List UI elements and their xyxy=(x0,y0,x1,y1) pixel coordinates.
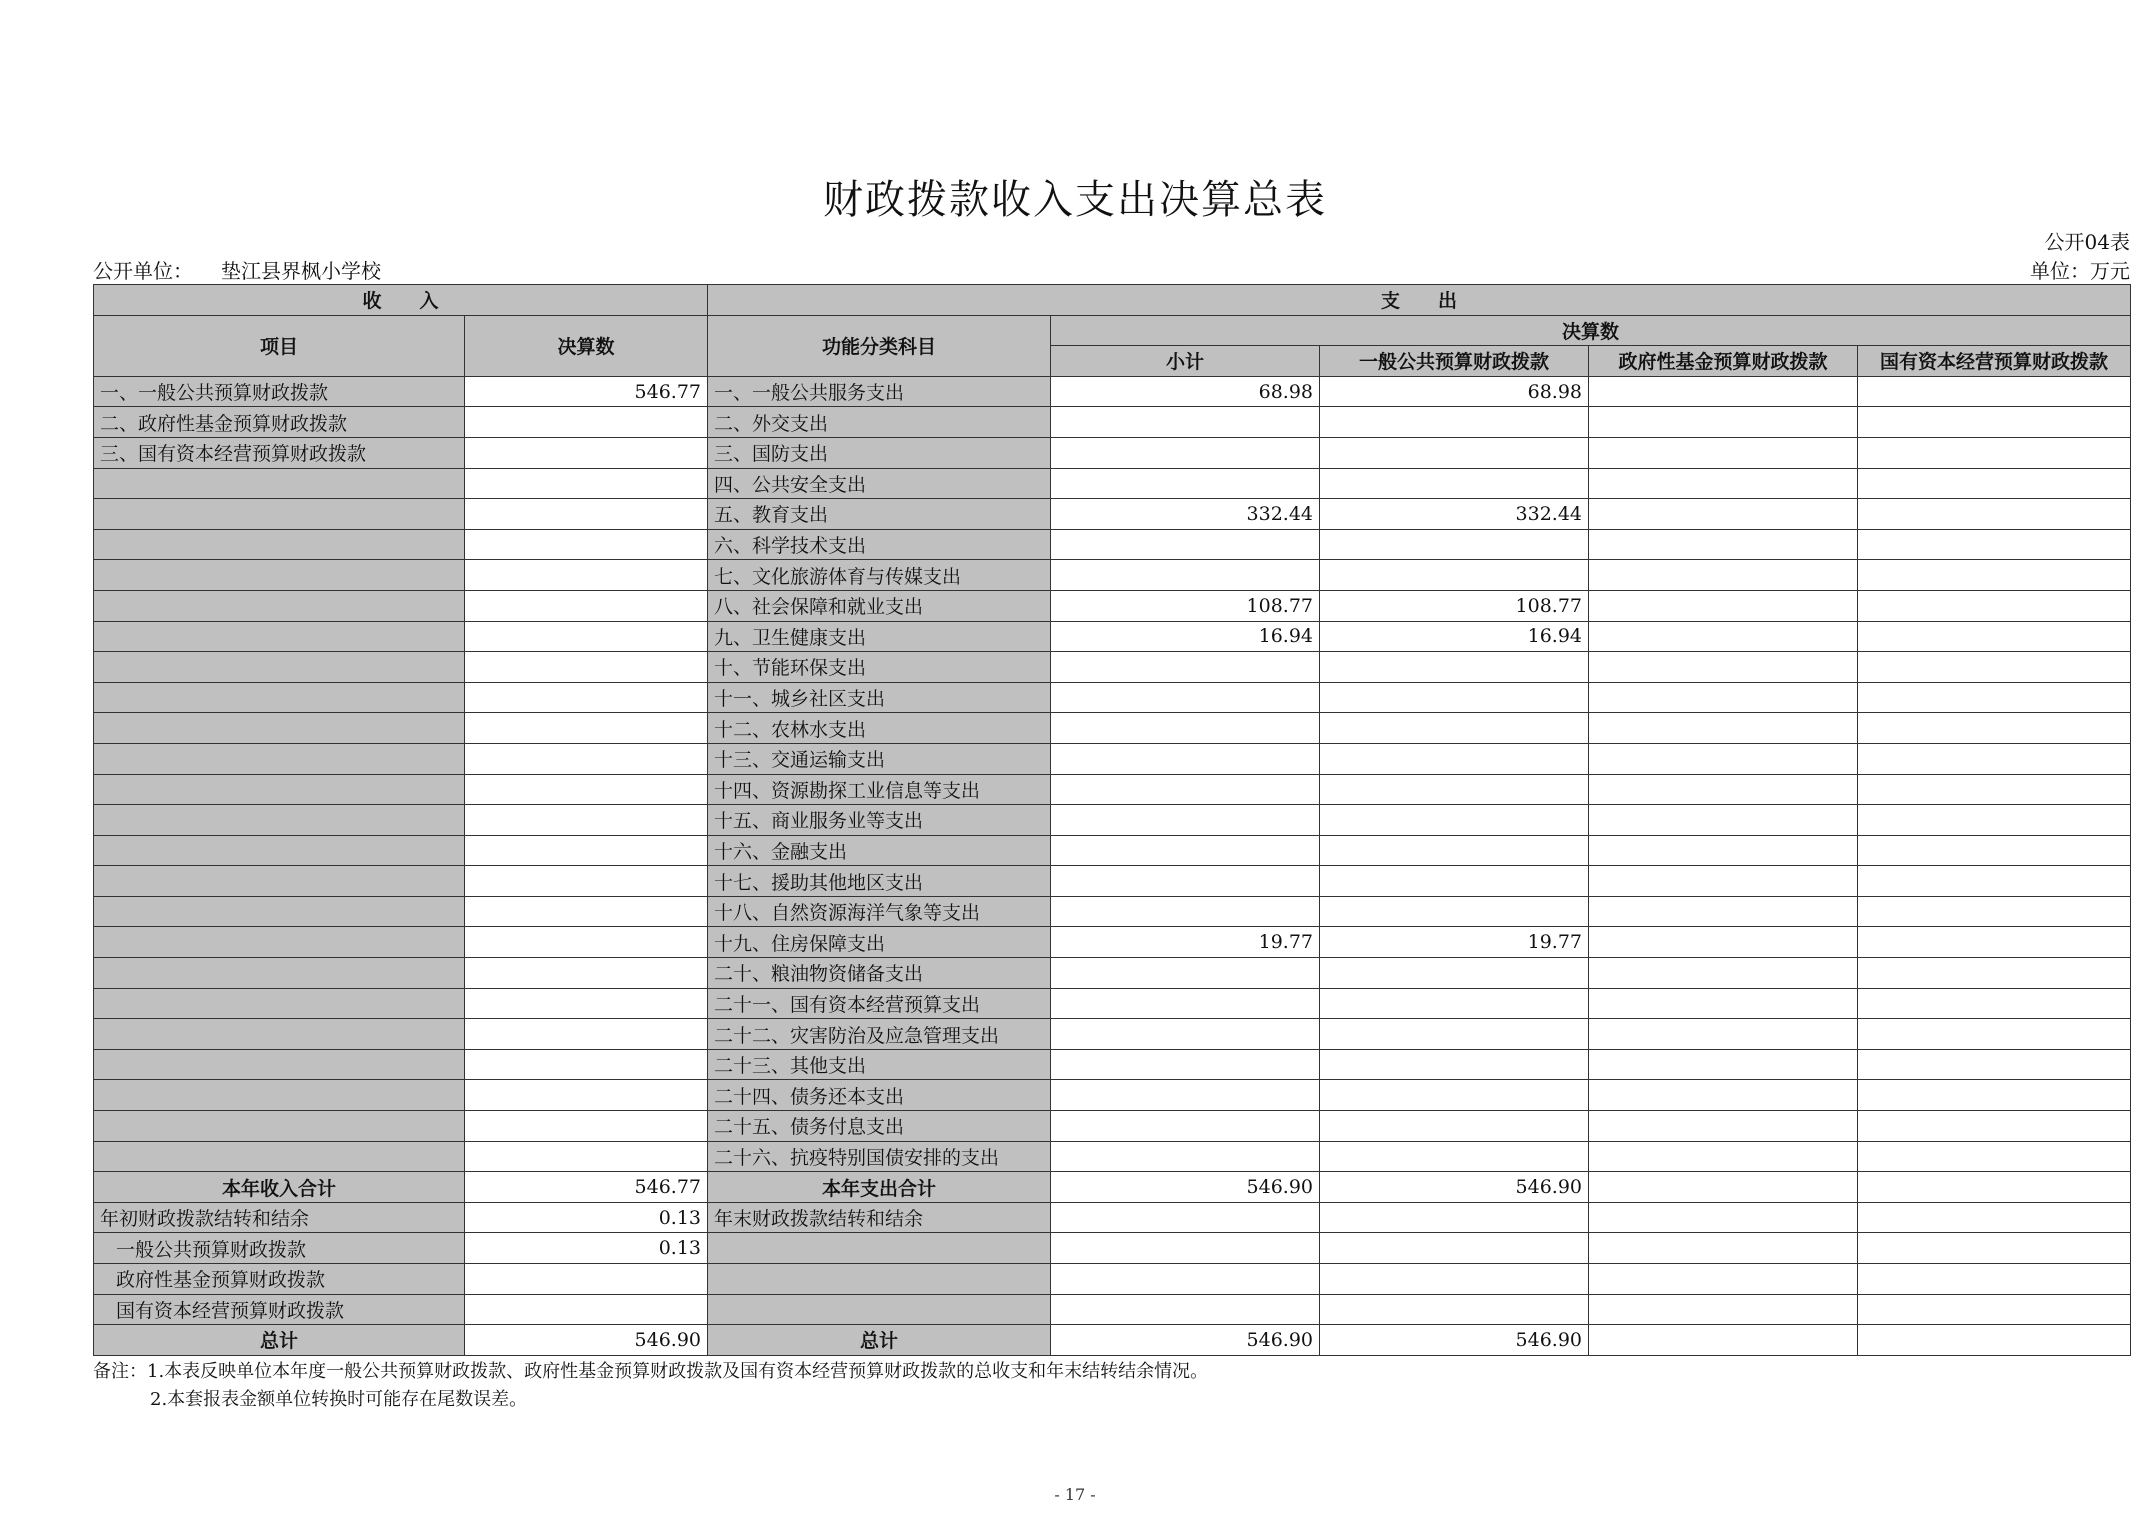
table-row xyxy=(94,866,2131,897)
carry-func-cell xyxy=(708,1233,1051,1264)
table-row xyxy=(94,682,2131,713)
func-category-cell: 七、文化旅游体育与传媒支出 xyxy=(708,560,1051,591)
subtotal-cell xyxy=(1051,682,1320,713)
income-item-cell xyxy=(94,866,465,897)
state-capital-cell xyxy=(1858,1264,2131,1295)
table-row xyxy=(94,774,2131,805)
state-capital-cell xyxy=(1858,1294,2131,1325)
general-budget-cell xyxy=(1320,1080,1589,1111)
general-budget-cell xyxy=(1320,407,1589,438)
grand-total-row xyxy=(94,1325,2131,1356)
table-row xyxy=(94,805,2131,836)
gov-fund-header: 政府性基金预算财政拨款 xyxy=(1589,346,1858,377)
carry-row xyxy=(94,1202,2131,1233)
func-category-cell: 六、科学技术支出 xyxy=(708,529,1051,560)
page-number: - 17 - xyxy=(1054,1485,1096,1504)
gov-fund-cell xyxy=(1589,376,1858,407)
income-amount-cell xyxy=(465,896,708,927)
income-item-cell xyxy=(94,988,465,1019)
carry-func-cell: 年末财政拨款结转和结余 xyxy=(708,1202,1051,1233)
func-category-cell: 一、一般公共服务支出 xyxy=(708,376,1051,407)
state-capital-cell xyxy=(1858,743,2131,774)
func-category-cell: 二、外交支出 xyxy=(708,407,1051,438)
func-category-cell: 九、卫生健康支出 xyxy=(708,621,1051,652)
income-item-cell xyxy=(94,621,465,652)
gov-fund-cell xyxy=(1589,1325,1858,1356)
table-row xyxy=(94,743,2131,774)
general-budget-cell: 546.90 xyxy=(1320,1325,1589,1356)
subtotal-cell xyxy=(1051,958,1320,989)
money-unit: 单位：万元 xyxy=(2030,259,2130,283)
table-row xyxy=(94,1019,2131,1050)
income-item-cell xyxy=(94,468,465,499)
carry-income-amount: 0.13 xyxy=(465,1233,708,1264)
gov-fund-cell xyxy=(1589,743,1858,774)
general-budget-cell xyxy=(1320,1233,1589,1264)
gov-fund-cell xyxy=(1589,1141,1858,1172)
carry-row xyxy=(94,1294,2131,1325)
func-category-cell: 二十三、其他支出 xyxy=(708,1049,1051,1080)
state-capital-cell xyxy=(1858,437,2131,468)
form-number: 公开04表 xyxy=(2044,230,2130,254)
income-item-cell xyxy=(94,529,465,560)
state-capital-cell xyxy=(1858,988,2131,1019)
subtotal-cell xyxy=(1051,1019,1320,1050)
carry-row xyxy=(94,1264,2131,1295)
gov-fund-cell xyxy=(1589,499,1858,530)
gov-fund-cell xyxy=(1589,1202,1858,1233)
gov-fund-cell xyxy=(1589,896,1858,927)
reporting-unit xyxy=(93,255,381,284)
subtotal-cell xyxy=(1051,774,1320,805)
gov-fund-cell xyxy=(1589,560,1858,591)
general-budget-cell: 68.98 xyxy=(1320,376,1589,407)
state-capital-cell xyxy=(1858,866,2131,897)
income-amount-cell xyxy=(465,805,708,836)
subtotal-cell xyxy=(1051,529,1320,560)
income-amount-cell xyxy=(465,468,708,499)
general-budget-cell: 546.90 xyxy=(1320,1172,1589,1203)
subtotal-cell xyxy=(1051,560,1320,591)
func-category-cell: 二十四、债务还本支出 xyxy=(708,1080,1051,1111)
subtotal-cell xyxy=(1051,713,1320,744)
state-capital-cell xyxy=(1858,529,2131,560)
subtotal-cell xyxy=(1051,866,1320,897)
table-row xyxy=(94,988,2131,1019)
income-item-cell xyxy=(94,927,465,958)
state-capital-cell xyxy=(1858,958,2131,989)
general-budget-cell xyxy=(1320,835,1589,866)
general-budget-cell: 332.44 xyxy=(1320,499,1589,530)
state-capital-cell xyxy=(1858,499,2131,530)
func-category-cell: 十四、资源勘探工业信息等支出 xyxy=(708,774,1051,805)
subtotal-cell xyxy=(1051,1111,1320,1142)
subtotal-cell: 332.44 xyxy=(1051,499,1320,530)
grand-expense-total-label: 总计 xyxy=(708,1325,1051,1356)
income-amount-cell xyxy=(465,835,708,866)
subtotal-cell xyxy=(1051,1141,1320,1172)
func-category-cell: 十、节能环保支出 xyxy=(708,652,1051,683)
gov-fund-cell xyxy=(1589,713,1858,744)
subtotal-cell: 19.77 xyxy=(1051,927,1320,958)
income-amount-cell xyxy=(465,743,708,774)
year-income-total-amount: 546.77 xyxy=(465,1172,708,1203)
state-capital-header: 国有资本经营预算财政拨款 xyxy=(1858,346,2131,377)
subtotal-cell xyxy=(1051,468,1320,499)
state-capital-cell xyxy=(1858,927,2131,958)
subtotal-cell: 546.90 xyxy=(1051,1172,1320,1203)
general-budget-cell xyxy=(1320,1019,1589,1050)
state-capital-cell xyxy=(1858,1080,2131,1111)
income-amount-cell xyxy=(465,1080,708,1111)
subtotal-cell: 546.90 xyxy=(1051,1325,1320,1356)
general-budget-cell: 16.94 xyxy=(1320,621,1589,652)
func-category-cell: 十一、城乡社区支出 xyxy=(708,682,1051,713)
state-capital-cell xyxy=(1858,682,2131,713)
table-row xyxy=(94,1049,2131,1080)
table-row xyxy=(94,1080,2131,1111)
income-item-cell xyxy=(94,958,465,989)
item-header: 项目 xyxy=(94,315,465,376)
final-header: 决算数 xyxy=(1051,315,2131,346)
income-item-cell xyxy=(94,1111,465,1142)
income-item-cell xyxy=(94,1080,465,1111)
table-row xyxy=(94,376,2131,407)
subtotal-cell xyxy=(1051,1080,1320,1111)
func-category-cell: 四、公共安全支出 xyxy=(708,468,1051,499)
income-amount-cell xyxy=(465,988,708,1019)
gov-fund-cell xyxy=(1589,1172,1858,1203)
state-capital-cell xyxy=(1858,1111,2131,1142)
fiscal-summary-table xyxy=(93,284,2131,1356)
expense-header: 支 出 xyxy=(708,285,2131,316)
income-amount-cell xyxy=(465,652,708,683)
reporting-unit-label: 公开单位： xyxy=(93,259,193,283)
subtotal-cell xyxy=(1051,896,1320,927)
gov-fund-cell xyxy=(1589,774,1858,805)
income-amount-cell xyxy=(465,713,708,744)
general-budget-cell xyxy=(1320,1202,1589,1233)
gov-fund-cell xyxy=(1589,1294,1858,1325)
state-capital-cell xyxy=(1858,468,2131,499)
subtotal-cell xyxy=(1051,1294,1320,1325)
carry-income-amount xyxy=(465,1294,708,1325)
income-amount-cell xyxy=(465,529,708,560)
year-total-row xyxy=(94,1172,2131,1203)
table-row xyxy=(94,621,2131,652)
general-budget-cell xyxy=(1320,1294,1589,1325)
income-amount-cell xyxy=(465,1049,708,1080)
general-budget-cell: 108.77 xyxy=(1320,590,1589,621)
income-item-cell xyxy=(94,590,465,621)
subtotal-cell xyxy=(1051,437,1320,468)
general-budget-cell xyxy=(1320,713,1589,744)
income-item-cell xyxy=(94,896,465,927)
income-item-cell xyxy=(94,652,465,683)
gov-fund-cell xyxy=(1589,805,1858,836)
carry-income-amount xyxy=(465,1264,708,1295)
gov-fund-cell xyxy=(1589,652,1858,683)
general-budget-cell xyxy=(1320,958,1589,989)
income-item-cell: 二、政府性基金预算财政拨款 xyxy=(94,407,465,438)
year-expense-total-label: 本年支出合计 xyxy=(708,1172,1051,1203)
income-amount-cell xyxy=(465,499,708,530)
income-amount-cell xyxy=(465,682,708,713)
income-item-cell xyxy=(94,499,465,530)
state-capital-cell xyxy=(1858,1049,2131,1080)
income-item-cell xyxy=(94,835,465,866)
general-budget-cell xyxy=(1320,468,1589,499)
grand-income-total-amount: 546.90 xyxy=(465,1325,708,1356)
gov-fund-cell xyxy=(1589,835,1858,866)
table-row xyxy=(94,437,2131,468)
general-budget-cell xyxy=(1320,1049,1589,1080)
income-amount-cell xyxy=(465,407,708,438)
table-row xyxy=(94,1111,2131,1142)
subtotal-cell xyxy=(1051,988,1320,1019)
state-capital-cell xyxy=(1858,835,2131,866)
state-capital-cell xyxy=(1858,1202,2131,1233)
subtotal-cell xyxy=(1051,805,1320,836)
table-row xyxy=(94,958,2131,989)
income-amount-cell xyxy=(465,621,708,652)
income-item-cell xyxy=(94,713,465,744)
state-capital-cell xyxy=(1858,1141,2131,1172)
state-capital-cell xyxy=(1858,1233,2131,1264)
general-budget-cell xyxy=(1320,437,1589,468)
general-budget-cell xyxy=(1320,682,1589,713)
income-item-cell xyxy=(94,1019,465,1050)
carry-income-item: 一般公共预算财政拨款 xyxy=(94,1233,465,1264)
table-row xyxy=(94,407,2131,438)
carry-func-cell xyxy=(708,1264,1051,1295)
income-amount-cell xyxy=(465,958,708,989)
func-category-cell: 二十五、债务付息支出 xyxy=(708,1111,1051,1142)
income-amount-cell xyxy=(465,866,708,897)
income-amount-cell xyxy=(465,1111,708,1142)
gov-fund-cell xyxy=(1589,1049,1858,1080)
table-row xyxy=(94,835,2131,866)
general-budget-cell xyxy=(1320,743,1589,774)
subtotal-cell xyxy=(1051,835,1320,866)
page-title: 财政拨款收入支出决算总表 xyxy=(823,177,1327,223)
general-budget-cell xyxy=(1320,774,1589,805)
state-capital-cell xyxy=(1858,1172,2131,1203)
income-item-cell xyxy=(94,1049,465,1080)
income-item-cell xyxy=(94,1141,465,1172)
gov-fund-cell xyxy=(1589,437,1858,468)
state-capital-cell xyxy=(1858,560,2131,591)
func-category-cell: 十六、金融支出 xyxy=(708,835,1051,866)
gov-fund-cell xyxy=(1589,1264,1858,1295)
gov-fund-cell xyxy=(1589,866,1858,897)
gov-fund-cell xyxy=(1589,1019,1858,1050)
header-row-1 xyxy=(94,285,2131,316)
subtotal-cell xyxy=(1051,1049,1320,1080)
subtotal-cell xyxy=(1051,652,1320,683)
carry-income-amount: 0.13 xyxy=(465,1202,708,1233)
income-item-cell xyxy=(94,743,465,774)
table-row xyxy=(94,499,2131,530)
state-capital-cell xyxy=(1858,896,2131,927)
func-category-cell: 十二、农林水支出 xyxy=(708,713,1051,744)
income-amount-cell xyxy=(465,927,708,958)
state-capital-cell xyxy=(1858,774,2131,805)
general-budget-cell xyxy=(1320,1141,1589,1172)
table-row xyxy=(94,713,2131,744)
reporting-unit-name: 垫江县界枫小学校 xyxy=(221,259,381,283)
income-amount-cell xyxy=(465,590,708,621)
gov-fund-cell xyxy=(1589,988,1858,1019)
subtotal-cell xyxy=(1051,743,1320,774)
general-budget-cell xyxy=(1320,896,1589,927)
income-item-cell: 三、国有资本经营预算财政拨款 xyxy=(94,437,465,468)
state-capital-cell xyxy=(1858,590,2131,621)
general-budget-cell xyxy=(1320,988,1589,1019)
func-category-cell: 十九、住房保障支出 xyxy=(708,927,1051,958)
general-budget-cell xyxy=(1320,529,1589,560)
carry-income-item: 国有资本经营预算财政拨款 xyxy=(94,1294,465,1325)
table-row xyxy=(94,927,2131,958)
subtotal-cell xyxy=(1051,1233,1320,1264)
gov-fund-cell xyxy=(1589,1080,1858,1111)
general-budget-cell xyxy=(1320,560,1589,591)
state-capital-cell xyxy=(1858,805,2131,836)
amount-header: 决算数 xyxy=(465,315,708,376)
gov-fund-cell xyxy=(1589,529,1858,560)
func-category-cell: 十五、商业服务业等支出 xyxy=(708,805,1051,836)
state-capital-cell xyxy=(1858,713,2131,744)
state-capital-cell xyxy=(1858,1325,2131,1356)
state-capital-cell xyxy=(1858,407,2131,438)
subtotal-header: 小计 xyxy=(1051,346,1320,377)
gov-fund-cell xyxy=(1589,1233,1858,1264)
general-budget-cell xyxy=(1320,1264,1589,1295)
table-row xyxy=(94,529,2131,560)
general-budget-cell xyxy=(1320,866,1589,897)
header-row-2 xyxy=(94,315,2131,346)
general-budget-cell xyxy=(1320,652,1589,683)
func-category-cell: 二十二、灾害防治及应急管理支出 xyxy=(708,1019,1051,1050)
note-1: 备注：1.本表反映单位本年度一般公共预算财政拨款、政府性基金预算财政拨款及国有资本经营预算财政拨款的总收支和年末结转结余情况。 xyxy=(93,1361,1209,1382)
carry-func-cell xyxy=(708,1294,1051,1325)
grand-income-total-label: 总计 xyxy=(94,1325,465,1356)
func-category-cell: 二十、粮油物资储备支出 xyxy=(708,958,1051,989)
income-amount-cell xyxy=(465,774,708,805)
income-item-cell xyxy=(94,774,465,805)
carry-row xyxy=(94,1233,2131,1264)
income-amount-cell xyxy=(465,437,708,468)
func-category-cell: 五、教育支出 xyxy=(708,499,1051,530)
table-row xyxy=(94,896,2131,927)
func-category-cell: 十三、交通运输支出 xyxy=(708,743,1051,774)
func-category-cell: 二十一、国有资本经营预算支出 xyxy=(708,988,1051,1019)
carry-income-item: 政府性基金预算财政拨款 xyxy=(94,1264,465,1295)
income-amount-cell: 546.77 xyxy=(465,376,708,407)
subtotal-cell xyxy=(1051,407,1320,438)
state-capital-cell xyxy=(1858,652,2131,683)
gov-fund-cell xyxy=(1589,621,1858,652)
state-capital-cell xyxy=(1858,621,2131,652)
func-category-cell: 二十六、抗疫特别国债安排的支出 xyxy=(708,1141,1051,1172)
general-budget-cell xyxy=(1320,1111,1589,1142)
state-capital-cell xyxy=(1858,1019,2131,1050)
gov-fund-cell xyxy=(1589,407,1858,438)
income-amount-cell xyxy=(465,560,708,591)
table-row xyxy=(94,560,2131,591)
table-row xyxy=(94,590,2131,621)
state-capital-cell xyxy=(1858,376,2131,407)
income-item-cell xyxy=(94,805,465,836)
carry-income-item: 年初财政拨款结转和结余 xyxy=(94,1202,465,1233)
table-row xyxy=(94,1141,2131,1172)
subtotal-cell: 68.98 xyxy=(1051,376,1320,407)
general-budget-cell xyxy=(1320,805,1589,836)
subtotal-cell: 16.94 xyxy=(1051,621,1320,652)
func-category-cell: 三、国防支出 xyxy=(708,437,1051,468)
func-category-cell: 八、社会保障和就业支出 xyxy=(708,590,1051,621)
gov-fund-cell xyxy=(1589,468,1858,499)
general-budget-cell: 19.77 xyxy=(1320,927,1589,958)
income-amount-cell xyxy=(465,1019,708,1050)
table-row xyxy=(94,468,2131,499)
income-item-cell: 一、一般公共预算财政拨款 xyxy=(94,376,465,407)
gov-fund-cell xyxy=(1589,682,1858,713)
gov-fund-cell xyxy=(1589,1111,1858,1142)
income-amount-cell xyxy=(465,1141,708,1172)
table-row xyxy=(94,652,2131,683)
func-category-cell: 十七、援助其他地区支出 xyxy=(708,866,1051,897)
income-item-cell xyxy=(94,682,465,713)
year-income-total-label: 本年收入合计 xyxy=(94,1172,465,1203)
gov-fund-cell xyxy=(1589,958,1858,989)
income-header: 收 入 xyxy=(94,285,708,316)
notes xyxy=(93,1358,1208,1414)
func-category-cell: 十八、自然资源海洋气象等支出 xyxy=(708,896,1051,927)
note-2: 2.本套报表金额单位转换时可能存在尾数误差。 xyxy=(150,1389,528,1410)
gov-fund-cell xyxy=(1589,590,1858,621)
gov-fund-cell xyxy=(1589,927,1858,958)
income-item-cell xyxy=(94,560,465,591)
func-header: 功能分类科目 xyxy=(708,315,1051,376)
subtotal-cell xyxy=(1051,1202,1320,1233)
subtotal-cell: 108.77 xyxy=(1051,590,1320,621)
subtotal-cell xyxy=(1051,1264,1320,1295)
general-header: 一般公共预算财政拨款 xyxy=(1320,346,1589,377)
